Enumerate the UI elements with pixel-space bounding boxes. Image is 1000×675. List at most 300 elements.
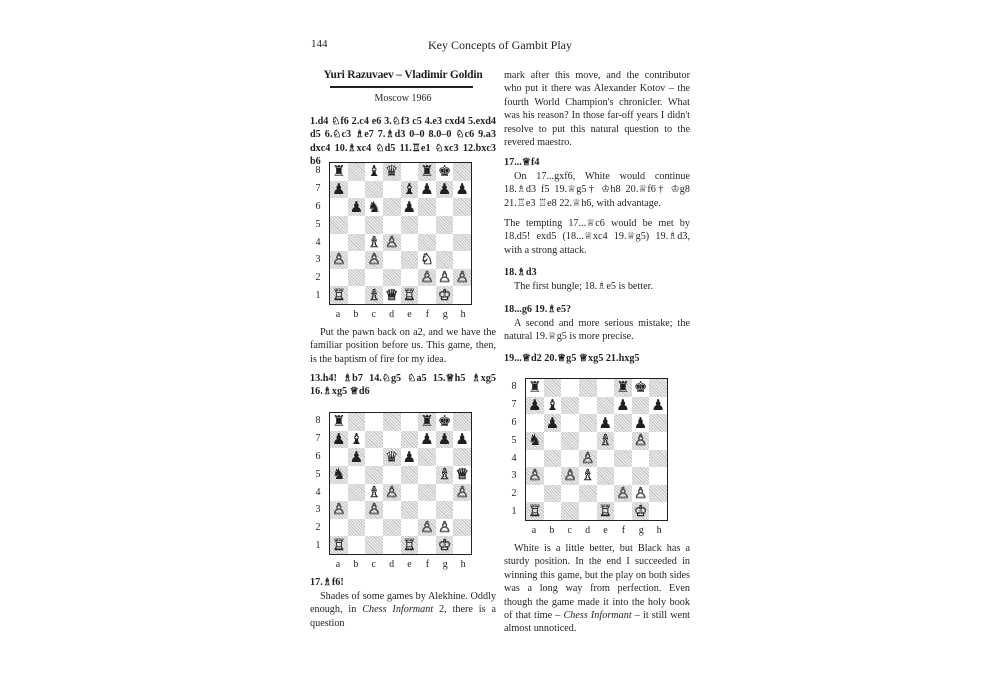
square-b8 [544, 379, 562, 397]
square-b3 [544, 467, 562, 485]
white-pawn-icon: ♙ [616, 484, 630, 503]
square-d3 [383, 501, 401, 519]
file-label: g [442, 309, 448, 320]
square-a5 [526, 432, 544, 450]
square-e8 [401, 413, 419, 431]
square-d6 [579, 414, 597, 432]
square-g8 [436, 413, 454, 431]
square-d3 [383, 251, 401, 269]
square-c2 [561, 485, 579, 503]
rank-label: 3 [315, 254, 321, 266]
square-d6 [383, 448, 401, 466]
rank-label: 1 [511, 506, 517, 518]
square-e2 [401, 269, 419, 287]
paragraph-pawn-back: Put the pawn back on a2, and we have the familiar position before us. This game, then, is the baptism of fire for my idea. [310, 327, 496, 365]
file-label: f [425, 559, 430, 570]
square-e6 [597, 414, 615, 432]
rank-label: 2 [511, 488, 517, 500]
black-pawn-icon: ♟ [651, 395, 665, 414]
file-label: h [460, 309, 466, 320]
white-king-icon: ♔ [437, 535, 452, 554]
square-b2 [348, 519, 366, 537]
white-rook-icon: ♖ [402, 535, 417, 554]
square-e3 [401, 251, 419, 269]
square-e1 [401, 286, 419, 304]
square-c3 [561, 467, 579, 485]
square-a8 [526, 379, 544, 397]
square-b1 [348, 536, 366, 554]
black-pawn-icon: ♟ [420, 179, 434, 198]
square-e5 [401, 466, 419, 484]
square-e6 [401, 448, 419, 466]
square-b1 [348, 286, 366, 304]
black-rook-icon: ♜ [616, 378, 630, 397]
square-e8 [597, 379, 615, 397]
white-bishop-icon: ♗ [437, 465, 452, 484]
square-b8 [348, 413, 366, 431]
square-g7 [436, 181, 454, 199]
square-c2 [365, 519, 383, 537]
square-e7 [597, 397, 615, 415]
square-f5 [418, 466, 436, 484]
game-venue: Moscow 1966 [374, 93, 432, 104]
square-d3 [579, 467, 597, 485]
square-e3 [597, 467, 615, 485]
rank-label: 1 [315, 540, 321, 552]
rank-label: 7 [315, 182, 321, 194]
square-c7 [365, 181, 383, 199]
square-e1 [401, 536, 419, 554]
white-pawn-icon: ♙ [384, 482, 399, 501]
white-pawn-icon: ♙ [455, 268, 469, 287]
white-bishop-icon: ♗ [367, 482, 381, 501]
white-queen-icon: ♕ [384, 285, 399, 304]
square-c6 [365, 198, 383, 216]
black-rook-icon: ♜ [420, 162, 434, 181]
rank-label: 3 [511, 470, 517, 482]
square-f1 [418, 536, 436, 554]
square-b6 [544, 414, 562, 432]
square-f3 [614, 467, 632, 485]
black-rook-icon: ♜ [332, 412, 346, 431]
square-a3 [330, 501, 348, 519]
square-d5 [579, 432, 597, 450]
square-c4 [365, 234, 383, 252]
white-rook-icon: ♖ [402, 285, 417, 304]
chess-board [329, 162, 472, 305]
chess-board [329, 412, 472, 555]
white-bishop-icon: ♗ [580, 466, 595, 485]
square-a3 [526, 467, 544, 485]
white-king-icon: ♔ [437, 285, 452, 304]
square-f3 [418, 251, 436, 269]
square-a4 [330, 234, 348, 252]
book-title: Chess Informant [563, 610, 632, 622]
square-b7 [348, 431, 366, 449]
file-label: c [371, 559, 376, 570]
file-label: g [638, 525, 644, 536]
square-e5 [401, 216, 419, 234]
square-c8 [561, 379, 579, 397]
black-pawn-icon: ♟ [402, 447, 417, 466]
white-pawn-icon: ♙ [455, 482, 469, 501]
white-pawn-icon: ♙ [528, 466, 542, 485]
square-c8 [365, 163, 383, 181]
square-b5 [348, 216, 366, 234]
white-bishop-icon: ♗ [367, 285, 381, 304]
white-pawn-icon: ♙ [420, 268, 434, 287]
square-g7 [436, 431, 454, 449]
square-b2 [348, 269, 366, 287]
move-19-21: 19...♕d2 20.♕g5 ♕xg5 21.hxg5 [504, 353, 640, 364]
file-label: a [531, 525, 537, 536]
square-h7 [453, 431, 471, 449]
white-pawn-icon: ♙ [384, 232, 399, 251]
square-d5 [383, 466, 401, 484]
square-c1 [365, 536, 383, 554]
square-d2 [579, 485, 597, 503]
running-head: Key Concepts of Gambit Play [428, 38, 572, 52]
square-c5 [561, 432, 579, 450]
white-knight-icon: ♘ [420, 250, 434, 269]
square-f6 [614, 414, 632, 432]
file-label: h [656, 525, 662, 536]
rank-label: 6 [315, 450, 321, 462]
square-d1 [383, 536, 401, 554]
moves-13-16: 13.h4! ♗b7 14.♘g5 ♘a5 15.♕h5 ♗xg5 16.♗xg5 ♕d6 [310, 373, 496, 398]
square-a8 [330, 413, 348, 431]
black-pawn-icon: ♟ [633, 413, 648, 432]
square-g7 [632, 397, 650, 415]
square-d2 [383, 519, 401, 537]
square-h5 [453, 216, 471, 234]
square-a7 [330, 431, 348, 449]
square-e4 [401, 484, 419, 502]
file-label: c [567, 525, 572, 536]
white-king-icon: ♔ [633, 501, 648, 520]
square-e7 [401, 431, 419, 449]
square-g8 [632, 379, 650, 397]
black-bishop-icon: ♝ [367, 162, 381, 181]
black-pawn-icon: ♟ [616, 395, 630, 414]
square-h6 [453, 198, 471, 216]
square-a2 [330, 519, 348, 537]
square-h3 [453, 501, 471, 519]
black-pawn-icon: ♟ [402, 197, 417, 216]
black-king-icon: ♚ [437, 162, 452, 181]
rank-label: 7 [511, 398, 517, 410]
square-c1 [365, 286, 383, 304]
white-pawn-icon: ♙ [633, 484, 648, 503]
square-d8 [383, 163, 401, 181]
black-bishop-icon: ♝ [349, 429, 364, 448]
black-rook-icon: ♜ [332, 162, 346, 181]
square-g1 [436, 286, 454, 304]
rank-label: 6 [511, 416, 517, 428]
white-rook-icon: ♖ [332, 535, 346, 554]
square-d1 [383, 286, 401, 304]
file-label: f [621, 525, 626, 536]
rank-label: 1 [315, 290, 321, 302]
square-b8 [348, 163, 366, 181]
square-a5 [330, 466, 348, 484]
square-a6 [330, 198, 348, 216]
text: – it still went almost unnoticed. [504, 610, 691, 635]
square-g2 [436, 269, 454, 287]
rank-label: 6 [315, 200, 321, 212]
black-pawn-icon: ♟ [437, 179, 452, 198]
square-a2 [330, 269, 348, 287]
square-h8 [649, 379, 667, 397]
square-h2 [649, 485, 667, 503]
square-a7 [330, 181, 348, 199]
square-b6 [348, 448, 366, 466]
rank-label: 8 [511, 381, 517, 392]
square-b1 [544, 502, 562, 520]
rank-label: 5 [315, 468, 321, 480]
square-a2 [526, 485, 544, 503]
square-d4 [383, 234, 401, 252]
black-queen-icon: ♛ [384, 162, 399, 181]
rank-label: 4 [315, 486, 321, 498]
file-label: e [603, 525, 608, 536]
file-label: h [460, 559, 466, 570]
square-h4 [453, 234, 471, 252]
square-b2 [544, 485, 562, 503]
square-g5 [632, 432, 650, 450]
square-f4 [418, 484, 436, 502]
square-b3 [348, 501, 366, 519]
rank-label: 5 [315, 218, 321, 230]
square-e7 [401, 181, 419, 199]
square-h6 [649, 414, 667, 432]
black-king-icon: ♚ [633, 378, 648, 397]
file-label: f [425, 309, 430, 320]
square-c5 [365, 466, 383, 484]
square-c7 [561, 397, 579, 415]
square-c6 [561, 414, 579, 432]
note-17-qc6: The tempting 17...♕c6 would be met by 18.d5! exd5 (18...♕xc4 19.♕g5) 19.♗d3, with a strong attack. [504, 218, 690, 256]
black-pawn-icon: ♟ [455, 179, 469, 198]
square-e1 [597, 502, 615, 520]
square-e2 [597, 485, 615, 503]
square-e8 [401, 163, 419, 181]
square-b4 [348, 234, 366, 252]
text: Shades of some games by Alekhine. Oddly enough, in [310, 591, 496, 616]
white-rook-icon: ♖ [598, 501, 613, 520]
white-rook-icon: ♖ [332, 285, 346, 304]
square-g2 [632, 485, 650, 503]
square-c4 [561, 450, 579, 468]
square-a6 [330, 448, 348, 466]
white-pawn-icon: ♙ [367, 500, 381, 519]
square-d6 [383, 198, 401, 216]
square-g4 [436, 234, 454, 252]
square-f2 [418, 519, 436, 537]
square-b4 [544, 450, 562, 468]
text: White is a little better, but Black has a sturdy position. In the end I succeeded in winning this game, but the play on both sides was a long way from perfection. Even though the game made it into the holy book of that time – [504, 543, 690, 622]
square-b7 [544, 397, 562, 415]
note-17-gxf6: On 17...gxf6, White would continue 18.♗d3 f5 19.♕g5† ♔h8 20.♕f6† ♔g8 21.♖e3 ♖e8 22.♕h6, with advantage. [504, 171, 690, 209]
white-bishop-icon: ♗ [367, 232, 381, 251]
square-b5 [348, 466, 366, 484]
square-f6 [418, 198, 436, 216]
white-pawn-icon: ♙ [367, 250, 381, 269]
square-a1 [526, 502, 544, 520]
square-h5 [453, 466, 471, 484]
square-a7 [526, 397, 544, 415]
file-label: b [353, 309, 359, 320]
move-17: 17.♗f6! [310, 577, 344, 588]
square-b7 [348, 181, 366, 199]
square-a8 [330, 163, 348, 181]
white-pawn-icon: ♙ [580, 448, 595, 467]
white-pawn-icon: ♙ [437, 518, 452, 537]
white-pawn-icon: ♙ [563, 466, 577, 485]
black-rook-icon: ♜ [528, 378, 542, 397]
square-h1 [453, 536, 471, 554]
black-knight-icon: ♞ [332, 465, 346, 484]
file-label: b [353, 559, 359, 570]
square-e4 [401, 234, 419, 252]
square-h2 [453, 269, 471, 287]
black-pawn-icon: ♟ [455, 429, 469, 448]
title-rule [330, 86, 473, 88]
square-h4 [649, 450, 667, 468]
square-g8 [436, 163, 454, 181]
rank-label: 3 [315, 504, 321, 516]
square-b4 [348, 484, 366, 502]
square-h1 [649, 502, 667, 520]
square-g3 [436, 501, 454, 519]
square-c6 [365, 448, 383, 466]
rank-label: 4 [315, 236, 321, 248]
square-f6 [418, 448, 436, 466]
square-e6 [401, 198, 419, 216]
square-b3 [348, 251, 366, 269]
square-a6 [526, 414, 544, 432]
paragraph-conclusion [504, 542, 690, 636]
square-g2 [436, 519, 454, 537]
rank-label: 2 [315, 522, 321, 534]
white-pawn-icon: ♙ [437, 268, 452, 287]
white-queen-icon: ♕ [455, 465, 469, 484]
square-b5 [544, 432, 562, 450]
black-knight-icon: ♞ [367, 197, 381, 216]
note-19: A second and more serious mistake; the natural 19.♕g5 is more precise. [504, 318, 690, 343]
black-pawn-icon: ♟ [545, 413, 560, 432]
file-label: a [335, 309, 341, 320]
square-d5 [383, 216, 401, 234]
rank-label: 4 [511, 452, 517, 464]
file-label: g [442, 559, 448, 570]
square-a4 [526, 450, 544, 468]
square-f8 [418, 413, 436, 431]
square-g4 [436, 484, 454, 502]
square-c2 [365, 269, 383, 287]
square-b6 [348, 198, 366, 216]
file-label: b [549, 525, 555, 536]
square-c1 [561, 502, 579, 520]
square-f2 [418, 269, 436, 287]
square-h2 [453, 519, 471, 537]
square-h3 [649, 467, 667, 485]
white-pawn-icon: ♙ [420, 518, 434, 537]
square-g6 [436, 198, 454, 216]
square-e5 [597, 432, 615, 450]
black-pawn-icon: ♟ [332, 179, 346, 198]
file-label: d [585, 525, 591, 536]
rank-label: 2 [315, 272, 321, 284]
black-pawn-icon: ♟ [332, 429, 346, 448]
square-f4 [418, 234, 436, 252]
rank-label: 8 [315, 415, 321, 426]
square-g4 [632, 450, 650, 468]
square-c7 [365, 431, 383, 449]
black-queen-icon: ♛ [384, 447, 399, 466]
square-f7 [418, 431, 436, 449]
square-f1 [614, 502, 632, 520]
square-e2 [401, 519, 419, 537]
square-h4 [453, 484, 471, 502]
file-label: e [407, 559, 412, 570]
square-h1 [453, 286, 471, 304]
chess-board [525, 378, 668, 521]
square-c3 [365, 251, 383, 269]
file-label: d [389, 559, 395, 570]
paragraph-alekhine [310, 590, 496, 630]
white-pawn-icon: ♙ [332, 500, 346, 519]
paragraph-kotov: mark after this move, and the contributor who put it there was Alexander Kotov – the fourth World Champion's chronicler. What was his reason? In those far-off years I didn't resolve to put this natural question to the revered maestro. [504, 70, 690, 149]
black-pawn-icon: ♟ [349, 197, 364, 216]
square-d8 [579, 379, 597, 397]
black-bishop-icon: ♝ [545, 395, 560, 414]
game-title: Yuri Razuvaev – Vladimir Goldin [323, 69, 483, 81]
black-pawn-icon: ♟ [349, 447, 364, 466]
square-f8 [614, 379, 632, 397]
square-f2 [614, 485, 632, 503]
square-a4 [330, 484, 348, 502]
file-label: e [407, 309, 412, 320]
square-c5 [365, 216, 383, 234]
square-g3 [436, 251, 454, 269]
square-a3 [330, 251, 348, 269]
square-h5 [649, 432, 667, 450]
book-title: Chess Informant [362, 604, 434, 616]
white-pawn-icon: ♙ [633, 431, 648, 450]
square-a1 [330, 536, 348, 554]
square-a5 [330, 216, 348, 234]
square-f5 [614, 432, 632, 450]
black-rook-icon: ♜ [420, 412, 434, 431]
square-d8 [383, 413, 401, 431]
square-c3 [365, 501, 383, 519]
square-d4 [579, 450, 597, 468]
square-c8 [365, 413, 383, 431]
black-king-icon: ♚ [437, 412, 452, 431]
square-g6 [632, 414, 650, 432]
white-pawn-icon: ♙ [332, 250, 346, 269]
black-pawn-icon: ♟ [420, 429, 434, 448]
square-d1 [579, 502, 597, 520]
black-pawn-icon: ♟ [437, 429, 452, 448]
square-g1 [436, 536, 454, 554]
square-h6 [453, 448, 471, 466]
rank-label: 8 [315, 165, 321, 176]
rank-label: 5 [511, 434, 517, 446]
file-label: c [371, 309, 376, 320]
square-g5 [436, 216, 454, 234]
